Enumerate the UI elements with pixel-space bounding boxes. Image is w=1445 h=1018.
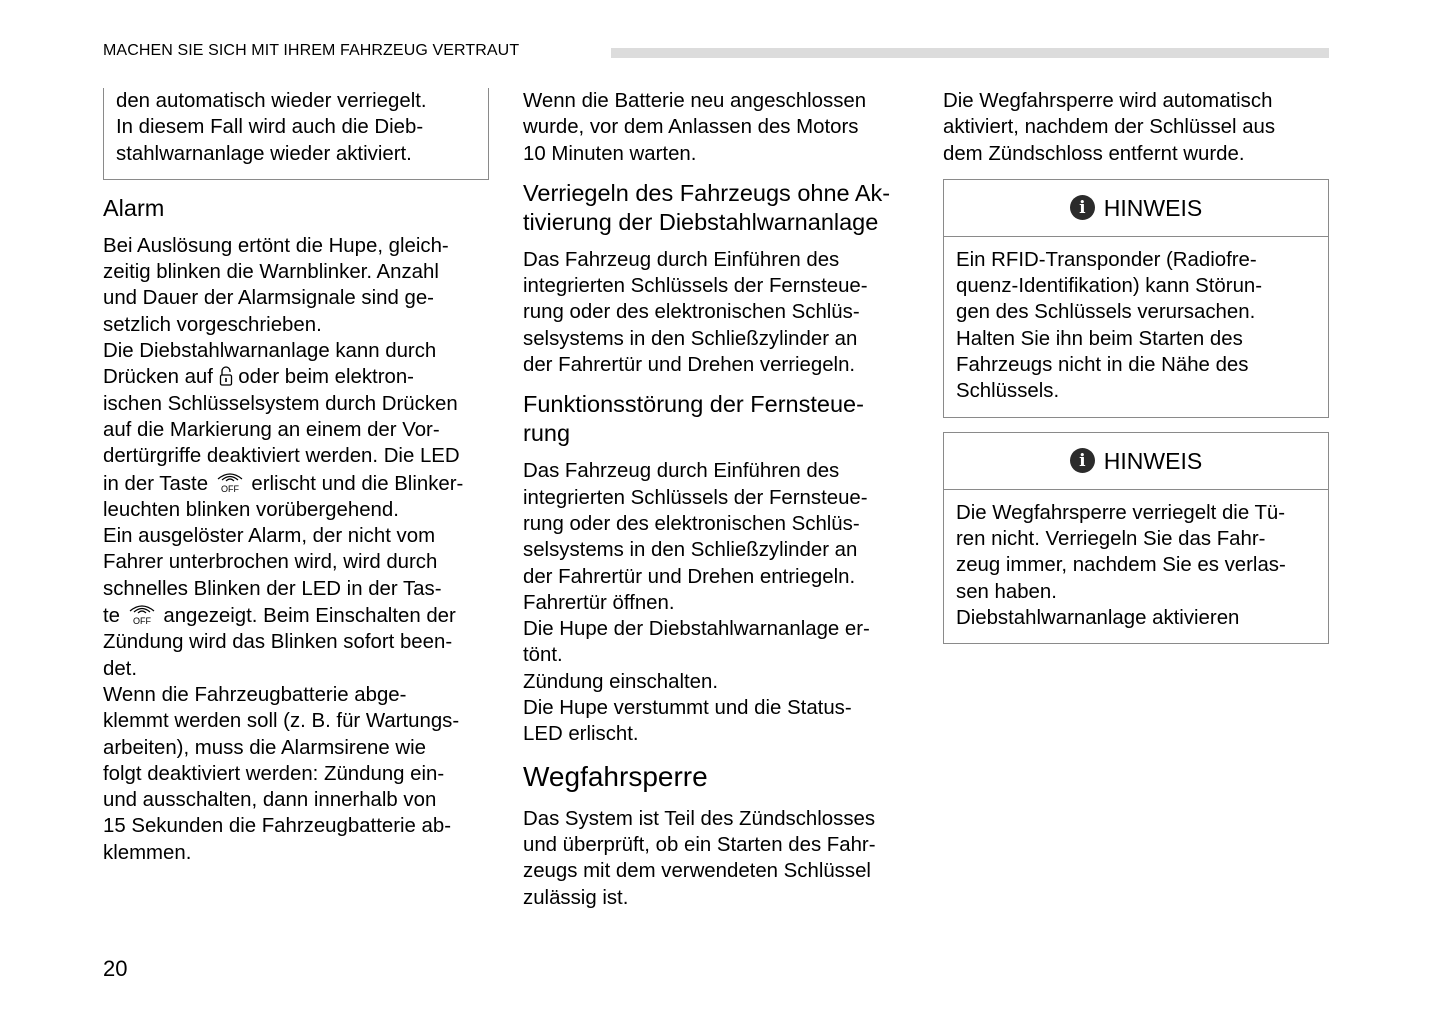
text-line: Das System ist Teil des Zündschlosses <box>523 807 876 830</box>
lock-open-icon <box>219 365 233 387</box>
text-line: det. <box>103 657 138 680</box>
text-line-with-icon <box>103 364 489 390</box>
text-line-with-icon <box>103 602 489 629</box>
text-line: ischen Schlüsselsystem durch Drücken <box>103 392 458 415</box>
text-line: dertürgriffe deaktiviert werden. Die LED <box>103 445 460 468</box>
info-icon: i <box>1070 448 1095 473</box>
column-3 <box>943 88 1329 644</box>
text-line: Wenn die Batterie neu angeschlossen <box>523 90 867 112</box>
text-line: aktiviert, nachdem der Schlüssel aus <box>943 116 1276 139</box>
text-line: Die Wegfahrsperre verriegelt die Tü- <box>956 501 1286 524</box>
text-line: zeitig blinken die Warnblinker. Anzahl <box>103 261 439 284</box>
text-line: und ausschalten, dann innerhalb von <box>103 789 437 812</box>
text-line: In diesem Fall wird auch die Dieb- <box>116 116 424 139</box>
text-line: Fahrzeugs nicht in die Nähe des <box>956 354 1249 377</box>
text-line: leuchten blinken vorübergehend. <box>103 498 399 521</box>
text-line: den automatisch wieder verriegelt. <box>116 90 427 112</box>
column-2 <box>523 88 913 911</box>
heading-alarm: Alarm <box>103 194 165 221</box>
heading-remote-malfunction <box>523 390 913 448</box>
text-line: stahlwarnanlage wieder aktiviert. <box>116 142 412 165</box>
info-icon: i <box>1070 195 1095 220</box>
text-line: arbeiten), muss die Alarmsirene wie <box>103 736 426 759</box>
text-line: Fahrer unterbrochen wird, wird durch <box>103 551 438 574</box>
heading-wegfahrsperre: Wegfahrsperre <box>523 760 708 792</box>
text-line: Schlüssels. <box>956 380 1060 403</box>
note-header <box>944 433 1328 490</box>
text-line: sen haben. <box>956 580 1057 603</box>
note-title: HINWEIS <box>1103 194 1203 221</box>
text-line: und Dauer der Alarmsignale sind ge- <box>103 287 434 310</box>
text-line: Die Wegfahrsperre wird automatisch <box>943 90 1273 112</box>
text-line: LED erlischt. <box>523 723 639 746</box>
text-line: Diebstahlwarnanlage aktivieren <box>956 606 1240 629</box>
text-line: Die Hupe verstummt und die Status- <box>523 697 852 720</box>
page-number: 20 <box>103 956 128 981</box>
note-box <box>943 432 1329 644</box>
text-line-with-icon <box>103 470 489 497</box>
text-line: zulässig ist. <box>523 886 629 909</box>
text-line: 15 Sekunden die Fahrzeugbatterie ab- <box>103 815 452 838</box>
text-line: wurde, vor dem Anlassen des Motors <box>523 116 859 139</box>
text-line: der Fahrertür und Drehen verriegeln. <box>523 354 856 377</box>
note-body <box>944 490 1328 643</box>
text-line: integrierten Schlüssels der Fernsteue- <box>523 275 868 298</box>
text-line: Die Hupe der Diebstahlwarnanlage er- <box>523 618 870 641</box>
text-line: auf die Markierung an einem der Vor- <box>103 418 440 441</box>
text-line: ren nicht. Verriegeln Sie das Fahr- <box>956 527 1266 550</box>
text-fragment: te <box>103 605 121 628</box>
text-line: rung oder des elektronischen Schlüs- <box>523 512 860 535</box>
text-line: klemmt werden soll (z. B. für Wartungs- <box>103 710 460 733</box>
text-line: dem Zündschloss entfernt wurde. <box>943 142 1245 165</box>
heading-line: Verriegeln des Fahrzeugs ohne Ak- <box>523 179 891 206</box>
text-line: integrierten Schlüssels der Fernsteue- <box>523 486 868 509</box>
heading-line: rung <box>523 420 571 447</box>
text-line: selsystems in den Schließzylinder an <box>523 327 858 350</box>
text-fragment: Drücken auf <box>103 366 213 389</box>
text-fragment: erlischt und die Blinker- <box>251 472 464 495</box>
text-fragment: angezeigt. Beim Einschalten der <box>163 605 456 628</box>
text-line: Das Fahrzeug durch Einführen des <box>523 460 840 483</box>
text-line: und überprüft, ob ein Starten des Fahr- <box>523 833 876 856</box>
heading-line: tivierung der Diebstahlwarnanlage <box>523 208 879 235</box>
alarm-off-button-icon <box>126 602 158 626</box>
text-line: Zündung einschalten. <box>523 670 718 693</box>
text-line: klemmen. <box>103 841 192 864</box>
text-line: Ein ausgelöster Alarm, der nicht vom <box>103 525 436 548</box>
text-line: tönt. <box>523 644 563 667</box>
heading-line: Funktionsstörung der Fernsteue- <box>523 391 864 418</box>
text-fragment: in der Taste <box>103 472 209 495</box>
text-line: quenz-Identifikation) kann Störun- <box>956 275 1263 298</box>
text-line: Halten Sie ihn beim Starten des <box>956 327 1243 350</box>
note-body <box>944 237 1328 417</box>
text-line: 10 Minuten warten. <box>523 142 697 165</box>
text-fragment: oder beim elektron- <box>238 366 414 389</box>
text-line: der Fahrertür und Drehen entriegeln. <box>523 565 856 588</box>
text-line: setzlich vorgeschrieben. <box>103 313 322 336</box>
text-line: Die Diebstahlwarnanlage kann durch <box>103 340 437 363</box>
continued-box <box>103 88 489 180</box>
text-line: selsystems in den Schließzylinder an <box>523 539 858 562</box>
header-rule <box>611 48 1329 58</box>
text-line: rung oder des elektronischen Schlüs- <box>523 301 860 324</box>
text-line: Das Fahrzeug durch Einführen des <box>523 248 840 271</box>
note-box <box>943 179 1329 418</box>
text-line: Zündung wird das Blinken sofort been- <box>103 631 453 654</box>
text-line: folgt deaktiviert werden: Zündung ein- <box>103 762 445 785</box>
note-header <box>944 180 1328 237</box>
icon-off-text: OFF <box>220 483 239 494</box>
text-line: Bei Auslösung ertönt die Hupe, gleich- <box>103 234 449 257</box>
text-line: Fahrertür öffnen. <box>523 591 675 614</box>
text-line: Wenn die Fahrzeugbatterie abge- <box>103 683 407 706</box>
heading-lock-without-alarm <box>523 179 913 237</box>
text-line: gen des Schlüssels verursachen. <box>956 301 1256 324</box>
text-line: zeug immer, nachdem Sie es verlas- <box>956 554 1286 577</box>
text-line: Ein RFID-Transponder (Radiofre- <box>956 248 1257 271</box>
alarm-off-button-icon <box>214 470 246 494</box>
running-header: MACHEN SIE SICH MIT IHREM FAHRZEUG VERTRAUT <box>103 42 520 59</box>
text-line: zeugs mit dem verwendeten Schlüssel <box>523 860 871 883</box>
icon-off-text: OFF <box>132 616 151 627</box>
text-line: schnelles Blinken der LED in der Tas- <box>103 577 442 600</box>
note-title: HINWEIS <box>1103 447 1203 474</box>
column-1 <box>103 88 489 866</box>
